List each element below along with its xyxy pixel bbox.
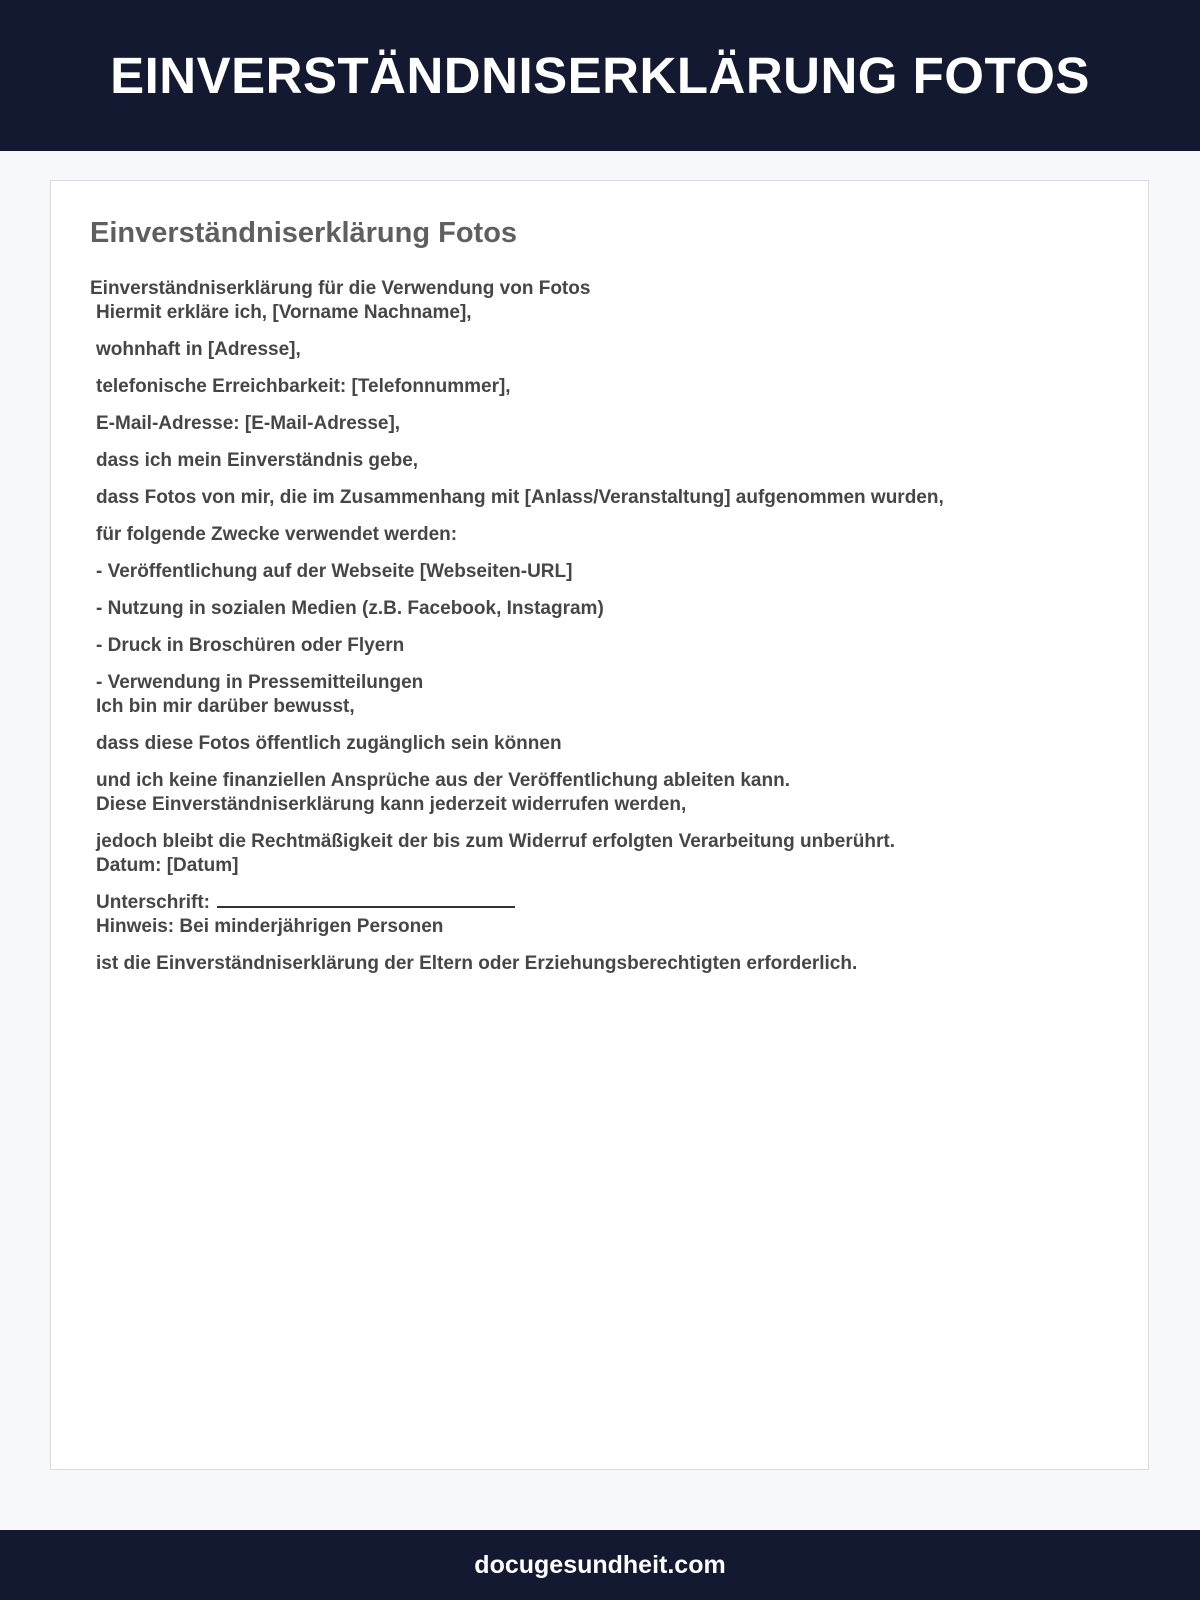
- awareness-line: dass diese Fotos öffentlich zugänglich sein können: [96, 733, 562, 754]
- signature-label: Unterschrift:: [96, 892, 211, 913]
- purpose-item: - Druck in Broschüren oder Flyern: [96, 635, 405, 656]
- declaration-line: telefonische Erreichbarkeit: [Telefonnummer],: [96, 376, 511, 397]
- footer-site-link[interactable]: docugesundheit.com: [474, 1550, 726, 1579]
- declaration-line: für folgende Zwecke verwendet werden:: [96, 524, 458, 545]
- signature-block: [90, 854, 1128, 915]
- awareness-paragraph: [90, 695, 1128, 793]
- declaration-paragraph: [90, 301, 1128, 695]
- date-line: Datum: [Datum]: [96, 855, 239, 876]
- revocation-line: Diese Einverständniserklärung kann jederzeit widerrufen werden,: [96, 794, 687, 815]
- document-intro: Einverständniserklärung für die Verwendung von Fotos: [90, 278, 591, 299]
- purpose-item: - Nutzung in sozialen Medien (z.B. Facebook, Instagram): [96, 598, 604, 619]
- declaration-line: dass Fotos von mir, die im Zusammenhang mit [Anlass/Veranstaltung] aufgenommen wurden,: [96, 487, 944, 508]
- note-line: ist die Einverständniserklärung der Eltern oder Erziehungsberechtigten erforderlich.: [96, 953, 858, 974]
- document-body: [90, 277, 1128, 976]
- awareness-line: Ich bin mir darüber bewusst,: [96, 696, 355, 717]
- purpose-item: - Veröffentlichung auf der Webseite [Webseiten-URL]: [96, 561, 573, 582]
- declaration-line: wohnhaft in [Adresse],: [96, 339, 301, 360]
- revocation-paragraph: [90, 793, 1128, 854]
- header-title: EINVERSTÄNDNISERKLÄRUNG FOTOS: [110, 47, 1090, 104]
- declaration-line: dass ich mein Einverständnis gebe,: [96, 450, 419, 471]
- note-line: Hinweis: Bei minderjährigen Personen: [96, 916, 444, 937]
- purpose-item: - Verwendung in Pressemitteilungen: [96, 672, 424, 693]
- document-card: [50, 180, 1149, 1470]
- revocation-line: jedoch bleibt die Rechtmäßigkeit der bis zum Widerruf erfolgten Verarbeitung unberührt.: [96, 831, 895, 852]
- awareness-line: und ich keine finanziellen Ansprüche aus der Veröffentlichung ableiten kann.: [96, 770, 790, 791]
- signature-line-row: [90, 891, 1128, 915]
- page-header: [0, 0, 1200, 151]
- declaration-line: E-Mail-Adresse: [E-Mail-Adresse],: [96, 413, 401, 434]
- signature-field[interactable]: [217, 892, 515, 908]
- document-title: Einverständniserklärung Fotos: [90, 217, 518, 249]
- declaration-line: Hiermit erkläre ich, [Vorname Nachname],: [96, 302, 472, 323]
- page-footer: [0, 1530, 1200, 1600]
- note-paragraph: [90, 915, 1128, 976]
